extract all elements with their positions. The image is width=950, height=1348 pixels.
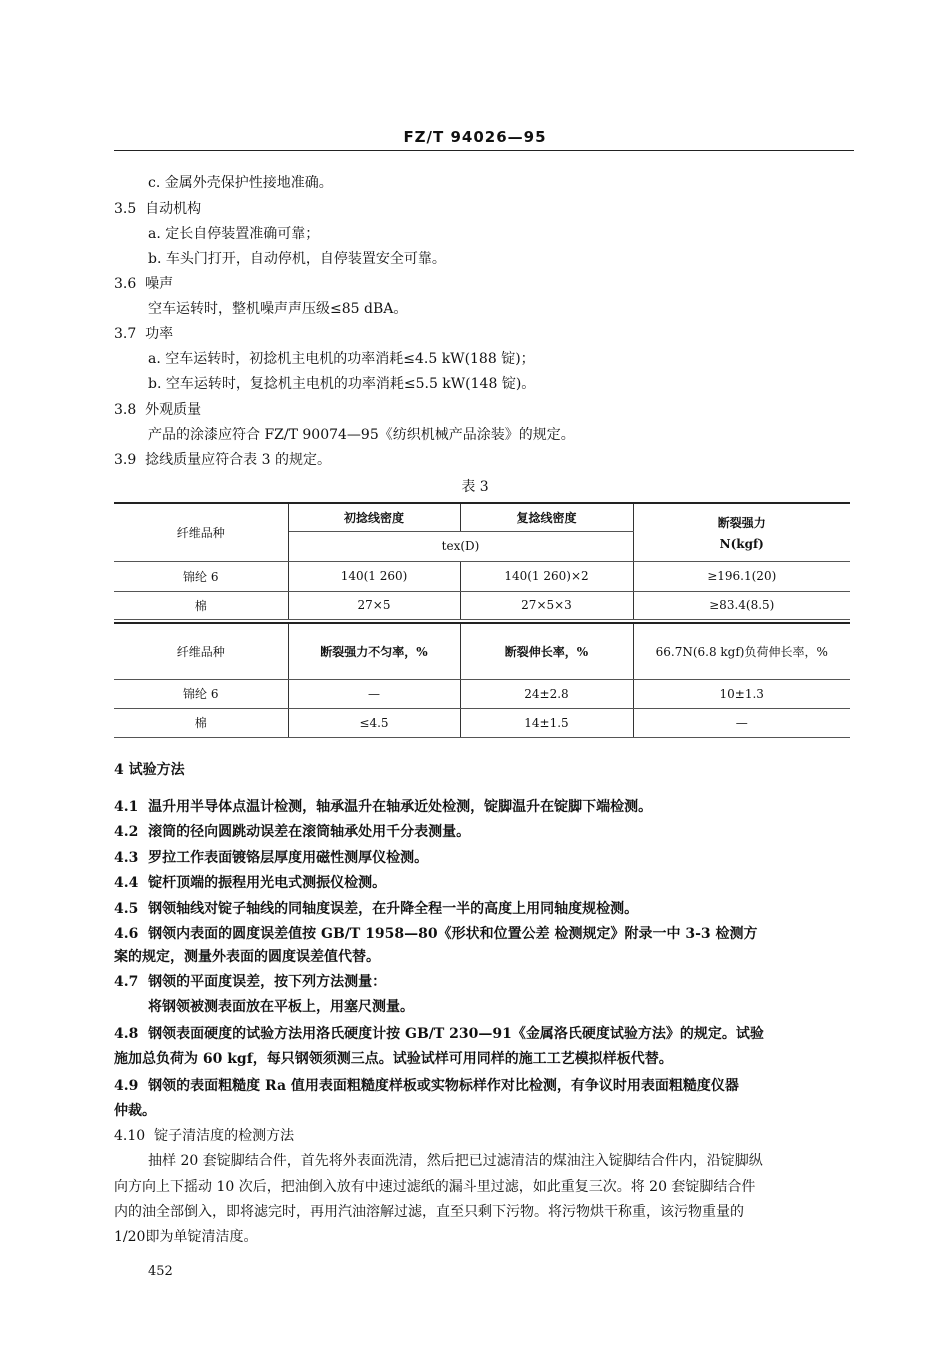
clause-3-6-text: 空车运转时，整机噪声声压级≤85 dBA。 <box>148 301 408 317</box>
clause-3-8: 3.8 外观质量 <box>114 402 202 418</box>
table-row: 棉 ≤4.5 14±1.5 — <box>114 708 850 737</box>
table-3-part1 <box>114 502 850 620</box>
table-3-part2 <box>114 622 850 738</box>
header-strength-unevenness: 断裂强力不匀率，% <box>288 623 460 679</box>
clause-3-9: 3.9 捻线质量应符合表 3 的规定。 <box>114 452 331 468</box>
clause-4-9-cont: 仲裁。 <box>114 1103 156 1119</box>
clause-4-5: 4.5 钢领轴线对锭子轴线的同轴度误差，在升降全程一半的高度上用同轴度规检测。 <box>114 901 639 917</box>
section-4-title: 4 试验方法 <box>114 762 185 778</box>
item-3-5-a: a. 定长自停装置准确可靠； <box>148 226 320 242</box>
para-line-2: 向方向上下摇动 10 次后，把油倒入放有中速过滤纸的漏斗里过滤，如此重复三次。将 20 套锭脚结合件 <box>114 1179 756 1195</box>
table-row: 锦纶 6 — 24±2.8 10±1.3 <box>114 679 850 708</box>
clause-3-8-text: 产品的涂漆应符合 FZ/T 90074—95《纺织机械产品涂装》的规定。 <box>148 427 575 443</box>
item-3-7-b: b. 空车运转时，复捻机主电机的功率消耗≤5.5 kW(148 锭)。 <box>148 376 536 392</box>
header-elongation: 断裂伸长率，% <box>460 623 633 679</box>
header-final-twist-density: 复捻线密度 <box>460 503 633 531</box>
para-line-4: 1/20即为单锭清洁度。 <box>114 1229 258 1245</box>
document-code: FZ/T 94026—95 <box>403 128 547 146</box>
clause-4-2: 4.2 滚筒的径向圆跳动误差在滚筒轴承处用千分表测量。 <box>114 824 471 840</box>
clause-4-6: 4.6 钢领内表面的圆度误差值按 GB/T 1958—80《形状和位置公差 检测规定》附录一中 3-3 检测方 <box>114 926 758 942</box>
clause-3-6: 3.6 噪声 <box>114 276 174 292</box>
para-line-3: 内的油全部倒入，即将滤完时，再用汽油溶解过滤，直至只剩下污物。将污物烘干称重，该污物重量的 <box>114 1204 744 1220</box>
header-unit: tex(D) <box>288 531 633 561</box>
table-row: 棉 27×5 27×5×3 ≥83.4(8.5) <box>114 591 850 619</box>
header-fiber-type-2: 纤维品种 <box>114 623 288 679</box>
clause-4-1: 4.1 温升用半导体点温计检测，轴承温升在轴承近处检测，锭脚温升在锭脚下端检测。 <box>114 799 653 815</box>
clause-4-10: 4.10 锭子清洁度的检测方法 <box>114 1128 295 1144</box>
clause-4-3: 4.3 罗拉工作表面镀铬层厚度用磁性测厚仪检测。 <box>114 850 429 866</box>
clause-4-6-cont: 案的规定，测量外表面的圆度误差值代替。 <box>114 949 380 965</box>
clause-3-5: 3.5 自动机构 <box>114 201 202 217</box>
clause-4-7-text: 将钢领被测表面放在平板上，用塞尺测量。 <box>148 999 414 1015</box>
page-number: 452 <box>148 1264 173 1279</box>
clause-4-8-cont: 施加总负荷为 60 kgf，每只钢领须测三点。试验试样可用同样的施工工艺模拟样板代替。 <box>114 1051 673 1067</box>
header-breaking-strength: 断裂强力 N(kgf) <box>633 503 850 561</box>
clause-4-7: 4.7 钢领的平面度误差，按下列方法测量： <box>114 974 387 990</box>
header-load-elongation: 66.7N(6.8 kgf)负荷伸长率，% <box>633 623 850 679</box>
header-initial-twist-density: 初捻线密度 <box>288 503 460 531</box>
header-fiber-type: 纤维品种 <box>114 503 288 561</box>
header-rule <box>114 150 854 151</box>
table-caption: 表 3 <box>461 479 489 495</box>
item-3-4-c: c. 金属外壳保护性接地准确。 <box>148 175 333 191</box>
clause-4-9: 4.9 钢领的表面粗糙度 Ra 值用表面粗糙度样板或实物标样作对比检测，有争议时用表面粗糙度仪器 <box>114 1078 739 1094</box>
item-3-5-b: b. 车头门打开，自动停机，自停装置安全可靠。 <box>148 251 446 267</box>
clause-4-4: 4.4 锭杆顶端的振程用光电式测振仪检测。 <box>114 875 387 891</box>
para-line-1: 抽样 20 套锭脚结合件，首先将外表面洗清，然后把已过滤清洁的煤油注入锭脚结合件内，沿锭脚纵 <box>148 1153 763 1169</box>
clause-4-8: 4.8 钢领表面硬度的试验方法用洛氏硬度计按 GB/T 230—91《金属洛氏硬度试验方法》的规定。试验 <box>114 1026 764 1042</box>
clause-3-7: 3.7 功率 <box>114 326 174 342</box>
table-row: 锦纶 6 140(1 260) 140(1 260)×2 ≥196.1(20) <box>114 561 850 591</box>
item-3-7-a: a. 空车运转时，初捻机主电机的功率消耗≤4.5 kW(188 锭)； <box>148 351 535 367</box>
